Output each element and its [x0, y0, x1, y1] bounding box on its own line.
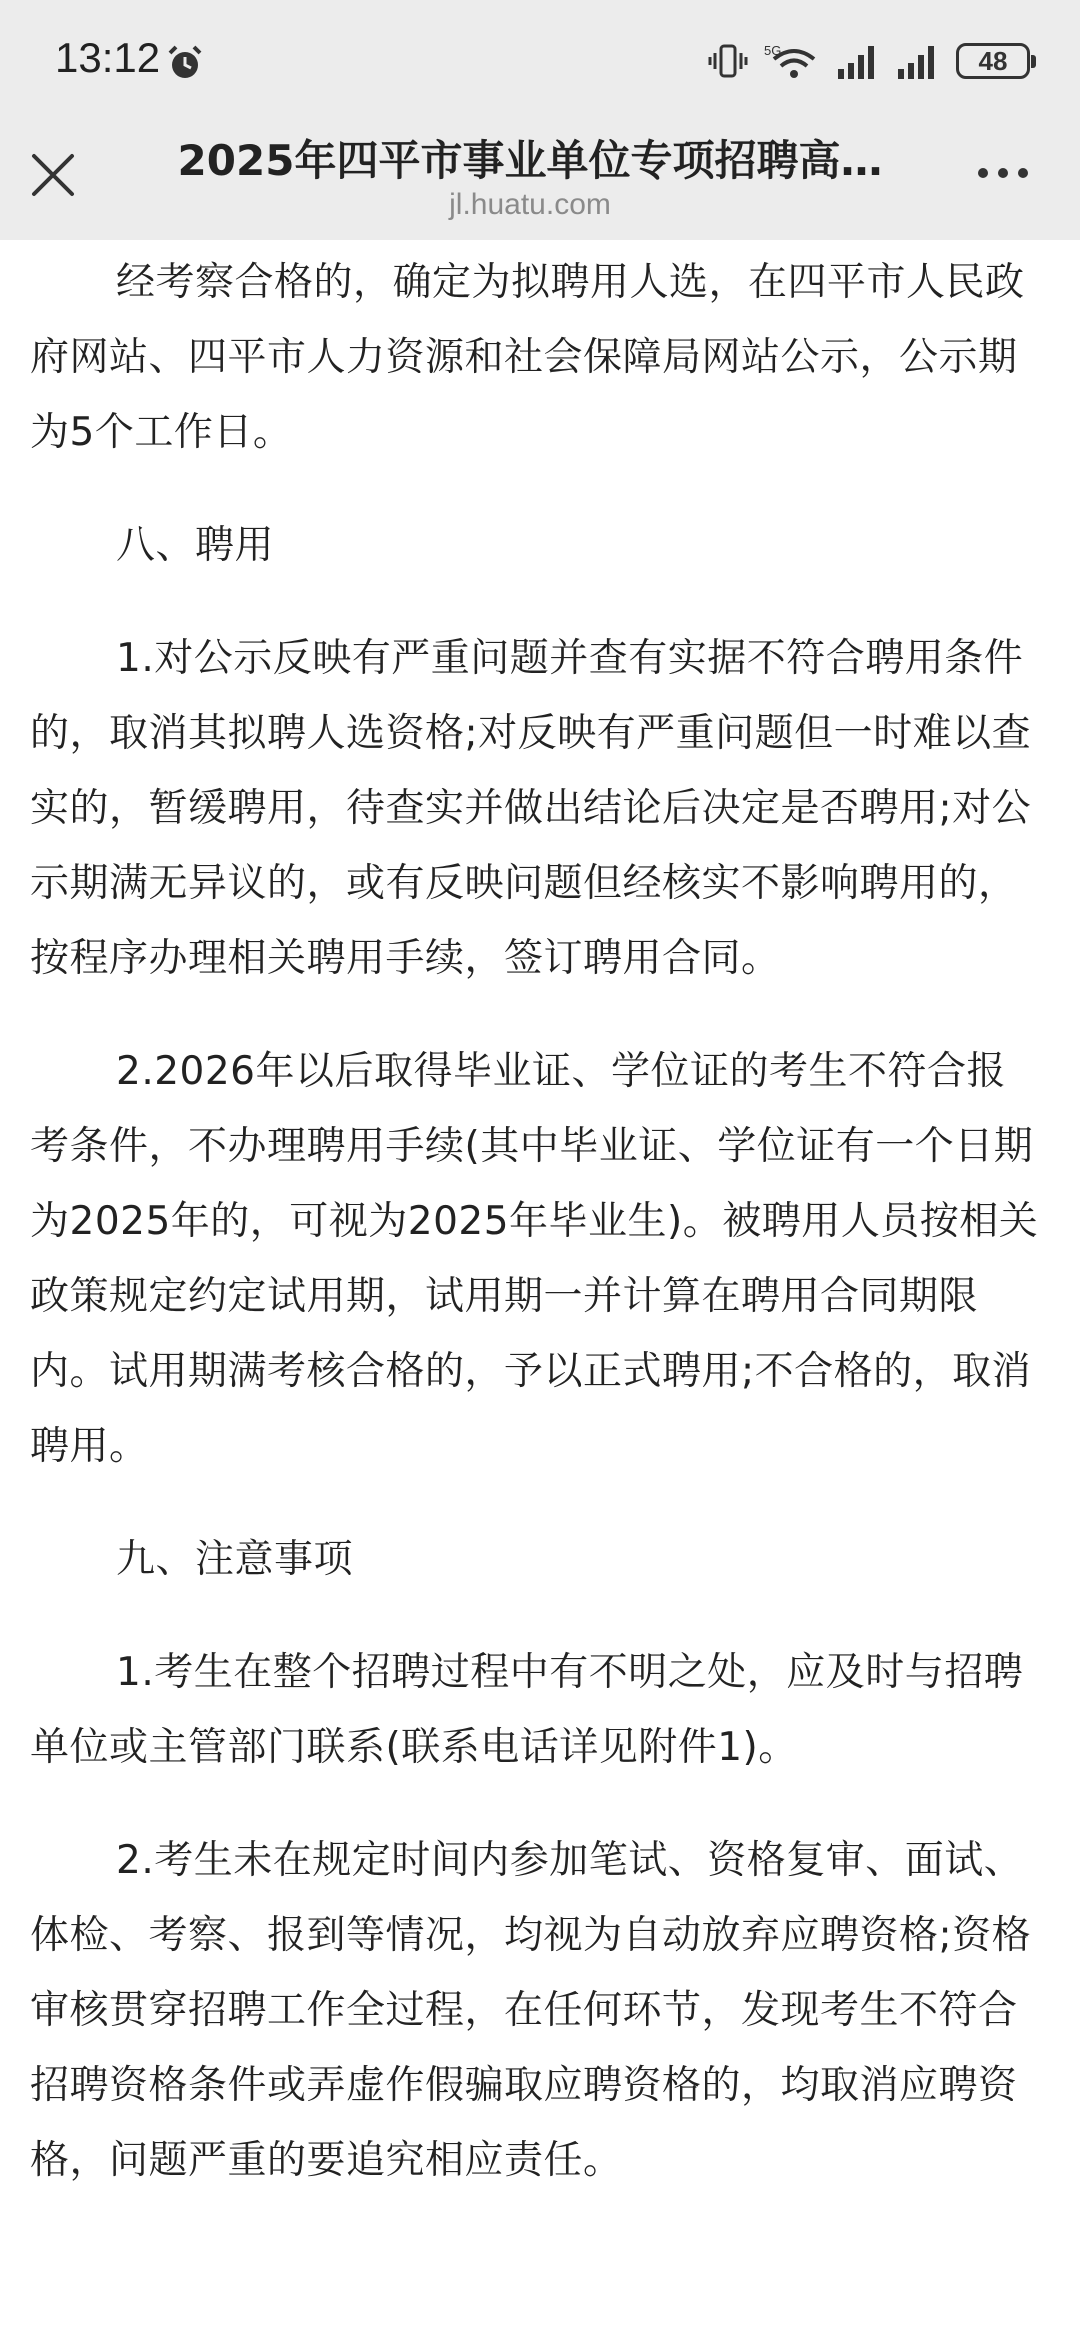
close-icon[interactable]: [28, 150, 78, 200]
section-heading: 九、注意事项: [116, 1537, 354, 1582]
section-heading: 八、聘用: [116, 523, 275, 568]
page-title: 2025年四平市事业单位专项招聘高…: [177, 136, 883, 185]
status-icons: [708, 38, 1030, 84]
article-body: [30, 245, 1040, 2236]
paragraph: 经考察合格的，确定为拟聘用人选，在四平市人民政府网站、四平市人力资源和社会保障局网站公示，公示期为5个工作日。: [30, 260, 1025, 455]
network-label: 5G: [764, 43, 782, 58]
status-time: 13:12: [55, 34, 161, 81]
page-domain: jl.huatu.com: [449, 188, 611, 221]
browser-header: [0, 0, 1080, 240]
more-options-icon[interactable]: [978, 168, 1028, 184]
paragraph: 2.考生未在规定时间内参加笔试、资格复审、面试、体检、考察、报到等情况，均视为自动放弃应聘资格;资格审核贯穿招聘工作全过程，在任何环节，发现考生不符合招聘资格条件或弄虚作假骗取应聘资格的，均取消应聘资格，问题严重的要追究相应责任。: [30, 1838, 1032, 2183]
wifi-icon: [764, 41, 820, 81]
paragraph: 1.考生在整个招聘过程中有不明之处，应及时与招聘单位或主管部门联系(联系电话详见附件1)。: [30, 1650, 1024, 1770]
battery-icon: [956, 43, 1030, 79]
signal-icon: [896, 41, 940, 81]
signal-icon: [836, 41, 880, 81]
paragraph: 2.2026年以后取得毕业证、学位证的考生不符合报考条件，不办理聘用手续(其中毕业证、学位证有一个日期为2025年的，可视为2025年毕业生)。被聘用人员按相关政策规定约定试用期，试用期一并计算在聘用合同期限内。试用期满考核合格的，予以正式聘用;不合格的，取消聘用。: [30, 1049, 1039, 1469]
paragraph: 1.对公示反映有严重问题并查有实据不符合聘用条件的，取消其拟聘人选资格;对反映有严重问题但一时难以查实的，暂缓聘用，待查实并做出结论后决定是否聘用;对公示期满无异议的，或有反映问题但经核实不影响聘用的，按程序办理相关聘用手续，签订聘用合同。: [30, 636, 1032, 981]
alarm-icon: [166, 44, 204, 82]
vibrate-icon: [708, 41, 748, 81]
battery-level: 48: [978, 45, 1008, 76]
